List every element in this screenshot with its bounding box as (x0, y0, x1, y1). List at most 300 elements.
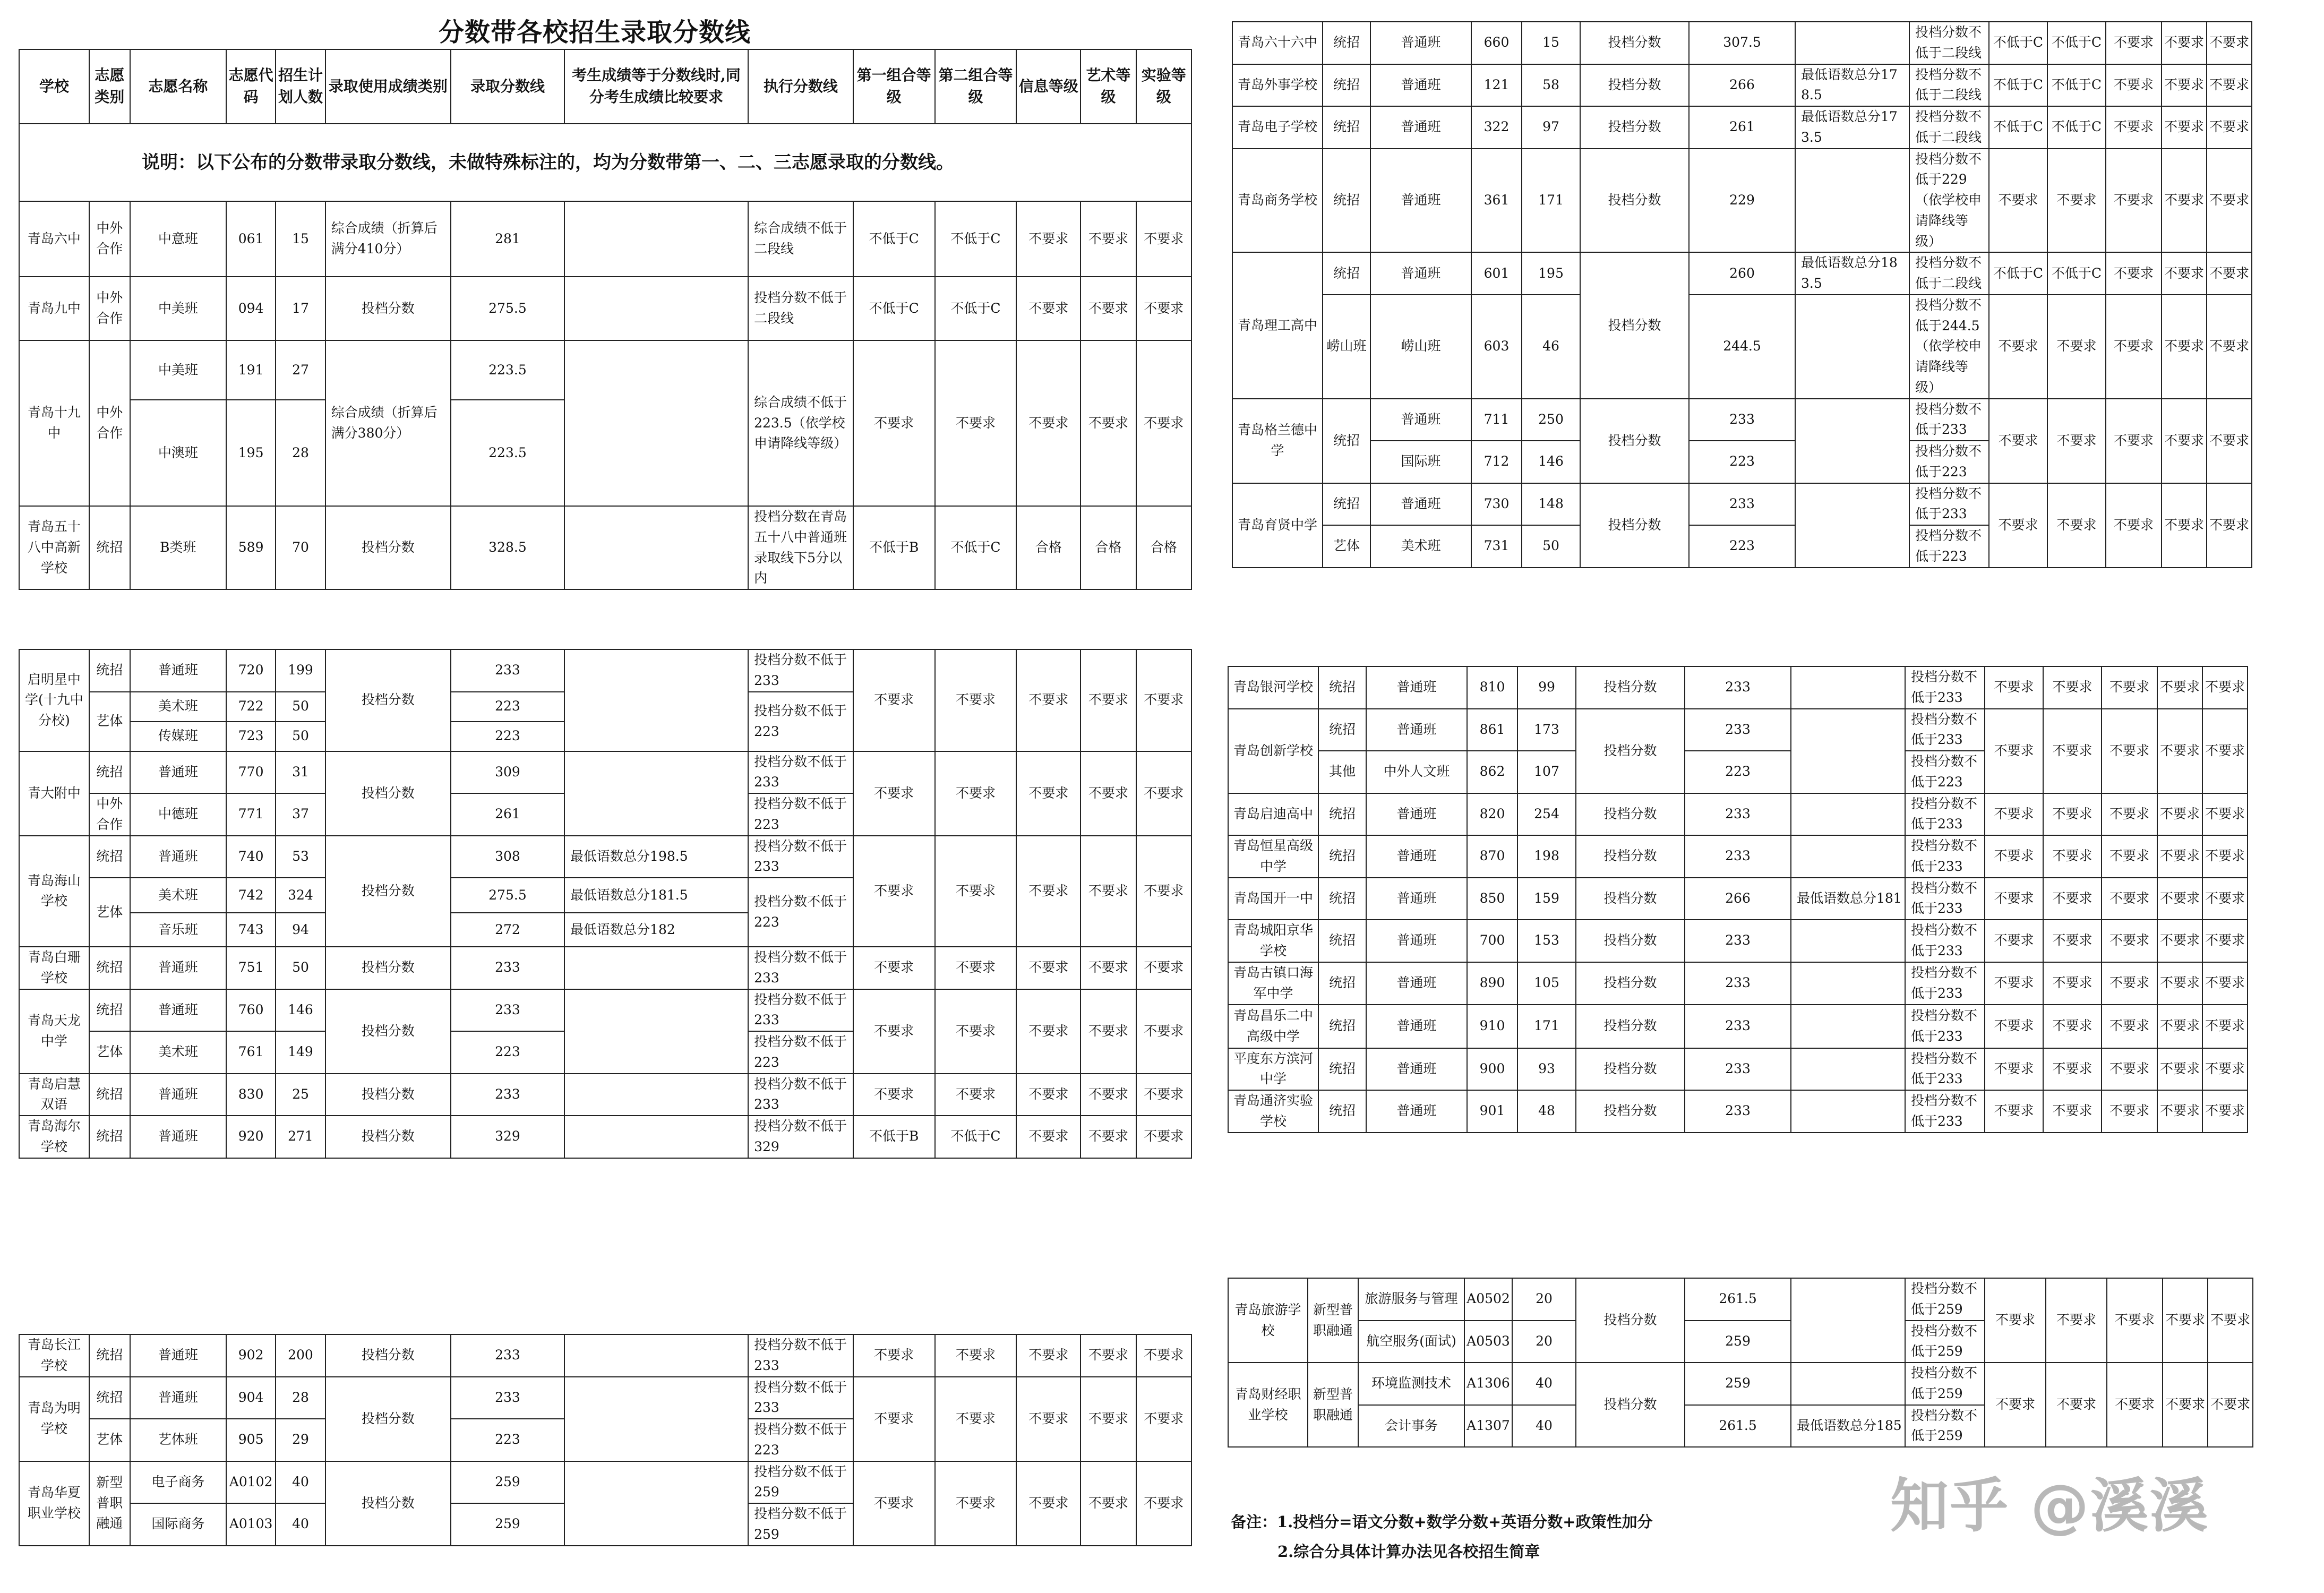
table-cell: 不要求 (1080, 201, 1136, 277)
table-cell: 不要求 (1985, 1048, 2043, 1091)
table-cell: 统招 (1318, 1048, 1366, 1091)
table-cell: 不要求 (2046, 1278, 2107, 1363)
table-cell: 青岛恒星高级中学 (1228, 835, 1318, 878)
table-cell: 275.5 (451, 277, 564, 340)
table-cell: 不要求 (2043, 835, 2102, 878)
table-cell: 146 (276, 989, 325, 1032)
table-cell: 不要求 (1080, 947, 1136, 989)
table-cell: 不要求 (2157, 962, 2202, 1005)
table-cell: 324 (276, 878, 325, 913)
table-cell: 投档分数 (1576, 1090, 1685, 1133)
table-cell: 761 (226, 1031, 276, 1074)
table-cell: 投档分数 (1580, 106, 1689, 149)
table-cell: 投档分数不低于233 (748, 989, 853, 1032)
table-cell: 810 (1467, 666, 1517, 709)
table-cell: 投档分数不低于223 (748, 692, 853, 751)
table-cell: 传媒班 (130, 722, 226, 751)
table-cell: 不低于C (2047, 64, 2106, 107)
table-cell: 投档分数不低于233 (1905, 793, 1985, 836)
table-cell: 投档分数 (325, 751, 451, 836)
table-cell: 760 (226, 989, 276, 1032)
table-cell: 投档分数不低于259 (1905, 1278, 1985, 1321)
header-cell: 考生成绩等于分数线时,同分考生成绩比较要求 (564, 49, 748, 124)
table-cell: 不要求 (1136, 1334, 1191, 1377)
header-cell: 信息等级 (1016, 49, 1080, 124)
table-cell: 不要求 (1136, 1116, 1191, 1158)
table-cell: 中美班 (130, 340, 226, 400)
table-cell: 投档分数 (325, 1377, 451, 1461)
table-cell: 普通班 (1366, 793, 1467, 836)
table-cell: 不要求 (935, 1377, 1017, 1461)
table-cell: 投档分数不低于259 (748, 1503, 853, 1546)
table-cell: 不要求 (853, 1334, 935, 1377)
table-cell: 720 (226, 649, 276, 692)
table-cell: 603 (1471, 295, 1522, 399)
table-cell: 不要求 (1016, 989, 1080, 1074)
table-cell: 统招 (89, 649, 130, 692)
table-cell: 统招 (1323, 483, 1370, 526)
table-cell: 不低于C (1989, 22, 2047, 64)
table-cell: 不要求 (853, 340, 935, 506)
table-cell: 不要求 (2157, 793, 2202, 836)
table-cell: 普通班 (1366, 666, 1467, 709)
table-cell: 中美班 (130, 277, 226, 340)
table-cell: 不要求 (2202, 962, 2248, 1005)
table-cell: 不低于C (935, 1116, 1017, 1158)
table-row (19, 506, 1191, 589)
table-cell: 统招 (1318, 835, 1366, 878)
table-cell: 不要求 (2208, 1363, 2253, 1447)
table-cell: 不要求 (1080, 836, 1136, 947)
table-cell: 统招 (89, 989, 130, 1032)
table-cell: 223 (451, 692, 564, 722)
table-cell: 不要求 (935, 1074, 1017, 1116)
table-cell: 不要求 (853, 989, 935, 1074)
table-cell: 不要求 (1016, 340, 1080, 506)
table-cell: 223.5 (451, 400, 564, 506)
table-cell: 50 (276, 692, 325, 722)
table-cell: 195 (226, 400, 276, 506)
table-cell: 28 (276, 1377, 325, 1419)
table-row (1228, 793, 2248, 836)
table-cell: 308 (451, 836, 564, 878)
table-cell: 850 (1467, 878, 1517, 920)
table-cell: 195 (1522, 252, 1580, 295)
table-cell: 国际班 (1370, 441, 1471, 483)
admission-table-4 (1232, 21, 2252, 568)
table-cell: 投档分数 (1576, 1278, 1685, 1363)
table-cell: 不要求 (2162, 483, 2207, 568)
table-cell: 不要求 (1016, 277, 1080, 340)
table-cell: 不要求 (1136, 201, 1191, 277)
table-cell: 229 (1689, 149, 1795, 253)
table-cell: 投档分数不低于二段线 (1909, 252, 1989, 295)
table-cell: 148 (1522, 483, 1580, 526)
table-cell: 投档分数 (1576, 666, 1685, 709)
table-cell: 223 (1689, 441, 1795, 483)
table-cell: 投档分数不低于二段线 (1909, 64, 1989, 107)
table-cell: 不要求 (935, 1334, 1017, 1377)
table-cell: 投档分数 (1576, 1005, 1685, 1048)
table-cell: 投档分数 (1576, 962, 1685, 1005)
table-cell: 不要求 (1985, 1363, 2046, 1447)
note-text: 说明：以下公布的分数带录取分数线，未做特殊标注的，均为分数带第一、二、三志愿录取的分数线。 (19, 124, 1191, 201)
table-cell: 107 (1517, 751, 1576, 793)
table-row (19, 340, 1191, 400)
table-cell: 不要求 (2106, 252, 2162, 295)
table-cell: 50 (276, 722, 325, 751)
table-cell: 不要求 (1136, 649, 1191, 751)
table-cell: 不要求 (1016, 751, 1080, 836)
table-cell: 不要求 (2207, 64, 2252, 107)
table-cell: 不要求 (2202, 1005, 2248, 1048)
table-cell: 20 (1512, 1321, 1576, 1363)
table-row (19, 649, 1191, 692)
table-cell: 普通班 (130, 751, 226, 794)
table-cell: 投档分数 (1580, 483, 1689, 568)
table-cell: 艺体 (89, 1419, 130, 1461)
table-cell: 不要求 (1016, 1461, 1080, 1546)
table-cell: 投档分数 (1576, 1363, 1685, 1447)
table-cell (564, 1377, 748, 1461)
table-row (19, 1074, 1191, 1116)
table-cell (564, 1334, 748, 1377)
table-cell: 投档分数 (325, 649, 451, 751)
table-cell: 青岛格兰德中学 (1232, 399, 1323, 483)
table-cell: 不要求 (935, 947, 1017, 989)
table-cell: 最低语数总分185 (1791, 1405, 1905, 1448)
table-cell: A1306 (1464, 1363, 1512, 1405)
table-cell: 233 (451, 989, 564, 1032)
table-cell: 不要求 (2043, 1090, 2102, 1133)
table-cell: 233 (451, 947, 564, 989)
table-cell: 28 (276, 400, 325, 506)
table-cell: 艺体 (89, 878, 130, 947)
table-cell: 不要求 (1136, 1461, 1191, 1546)
table-cell: 不要求 (853, 649, 935, 751)
table-cell: 普通班 (1370, 106, 1471, 149)
table-cell: 不要求 (853, 751, 935, 836)
table-cell: 不要求 (1136, 1074, 1191, 1116)
table-cell: 275.5 (451, 878, 564, 913)
table-cell (564, 340, 748, 506)
table-cell: 70 (276, 506, 325, 589)
table-cell: 中外合作 (89, 201, 130, 277)
table-cell: A1307 (1464, 1405, 1512, 1448)
table-cell: 不要求 (2202, 666, 2248, 709)
table-cell: 307.5 (1689, 22, 1795, 64)
table-row (19, 1334, 1191, 1377)
table-cell: 青岛启迪高中 (1228, 793, 1318, 836)
table-cell: 149 (276, 1031, 325, 1074)
table-cell: 不要求 (2157, 835, 2202, 878)
table-cell: 不要求 (2102, 793, 2157, 836)
table-row (1228, 1278, 2253, 1321)
table-row (1228, 709, 2248, 751)
table-cell: 普通班 (1370, 22, 1471, 64)
table-cell: 不低于C (1989, 106, 2047, 149)
table-cell: 最低语数总分173.5 (1795, 106, 1909, 149)
table-cell: 不要求 (1136, 989, 1191, 1074)
table-cell: 不要求 (1016, 201, 1080, 277)
table-cell: 589 (226, 506, 276, 589)
table-cell: 统招 (1323, 149, 1370, 253)
table-cell: 投档分数 (1576, 920, 1685, 962)
table-cell: 青岛育贤中学 (1232, 483, 1323, 568)
table-cell: 53 (276, 836, 325, 878)
table-cell: 900 (1467, 1048, 1517, 1091)
table-cell: 中意班 (130, 201, 226, 277)
table-cell: 不要求 (2162, 64, 2207, 107)
table-cell: 投档分数不低于233 (748, 836, 853, 878)
table-cell: 美术班 (130, 692, 226, 722)
table-cell: 329 (451, 1116, 564, 1158)
table-cell: 美术班 (130, 878, 226, 913)
table-cell: 不要求 (853, 1074, 935, 1116)
table-cell: 731 (1471, 525, 1522, 568)
table-cell: 93 (1517, 1048, 1576, 1091)
table-cell: 121 (1471, 64, 1522, 107)
table-cell: 不要求 (1080, 1074, 1136, 1116)
table-cell (1791, 1048, 1905, 1091)
table-cell: 17 (276, 277, 325, 340)
table-cell: 99 (1517, 666, 1576, 709)
table-cell: 不要求 (2157, 1005, 2202, 1048)
table-cell (1791, 793, 1905, 836)
table-cell: 投档分数不低于223 (748, 1031, 853, 1074)
table-cell: 233 (451, 649, 564, 692)
table-row (19, 1377, 1191, 1419)
table-cell: 艺体 (89, 692, 130, 751)
table-cell: 不要求 (1080, 1461, 1136, 1546)
table-cell: 不要求 (1080, 649, 1136, 751)
table-cell: 青岛昌乐二中高级中学 (1228, 1005, 1318, 1048)
table-cell: 普通班 (1366, 1048, 1467, 1091)
watermark: 知乎 @溪溪 (1890, 1472, 2209, 1540)
table-cell: 不要求 (2106, 22, 2162, 64)
table-cell: 不要求 (1985, 709, 2043, 793)
table-row (1232, 252, 2252, 295)
table-cell: 普通班 (1366, 962, 1467, 1005)
table-cell: 不要求 (2107, 1363, 2163, 1447)
table-cell: 投档分数不低于233 (1905, 666, 1985, 709)
table-cell: 不要求 (1016, 649, 1080, 751)
table-cell: 不要求 (1016, 1377, 1080, 1461)
table-cell: 不要求 (1136, 947, 1191, 989)
table-cell: 环境监测技术 (1358, 1363, 1464, 1405)
table-cell: 771 (226, 793, 276, 836)
table-cell: 261.5 (1685, 1405, 1791, 1448)
table-cell: 不低于C (1989, 252, 2047, 295)
table-cell: 综合成绩不低于223.5（依学校申请降线等级） (748, 340, 853, 506)
table-cell: 统招 (89, 506, 130, 589)
table-cell: 861 (1467, 709, 1517, 751)
table-cell: 50 (276, 947, 325, 989)
table-cell: 233 (451, 1377, 564, 1419)
table-cell: 不要求 (1985, 793, 2043, 836)
table-cell: 不要求 (2162, 295, 2207, 399)
table-cell: 不低于B (853, 506, 935, 589)
table-cell (564, 1074, 748, 1116)
table-cell: 890 (1467, 962, 1517, 1005)
table-cell: 统招 (1323, 399, 1370, 483)
table-cell: A0502 (1464, 1278, 1512, 1321)
table-cell: 不要求 (2102, 1005, 2157, 1048)
table-cell: 投档分数不低于259 (1905, 1321, 1985, 1363)
table-cell: 新型普职融通 (1308, 1278, 1358, 1363)
table-row (1232, 106, 2252, 149)
table-cell: 不要求 (2106, 64, 2162, 107)
table-cell: 投档分数不低于233 (1905, 1005, 1985, 1048)
table-cell: 40 (276, 1503, 325, 1546)
table-row (19, 1461, 1191, 1504)
table-cell: 投档分数不低于229（依学校申请降线等级） (1909, 149, 1989, 253)
table-cell: 171 (1517, 1005, 1576, 1048)
table-cell: 不要求 (2202, 920, 2248, 962)
table-cell: 青岛理工高中 (1232, 252, 1323, 398)
table-cell: 不要求 (2157, 666, 2202, 709)
table-cell: 不要求 (853, 836, 935, 947)
table-cell: 不要求 (1080, 1116, 1136, 1158)
table-cell: 青岛电子学校 (1232, 106, 1323, 149)
table-row (1228, 1090, 2248, 1133)
table-cell (1791, 1278, 1905, 1363)
table-cell: 不要求 (1080, 1334, 1136, 1377)
table-cell: 投档分数不低于233 (1905, 835, 1985, 878)
admission-table-2 (19, 649, 1192, 1159)
table-cell: 不要求 (2043, 793, 2102, 836)
table-cell: 青岛华夏职业学校 (19, 1461, 89, 1546)
table-cell: 投档分数不低于223 (748, 793, 853, 836)
table-cell: 不要求 (1985, 1090, 2043, 1133)
table-cell: 328.5 (451, 506, 564, 589)
table-row (1228, 920, 2248, 962)
table-cell: 不要求 (1016, 1334, 1080, 1377)
table-cell: 不要求 (2107, 1278, 2163, 1363)
table-cell: 不要求 (1016, 1116, 1080, 1158)
table-cell: 普通班 (130, 947, 226, 989)
table-cell: 48 (1517, 1090, 1576, 1133)
table-cell: B类班 (130, 506, 226, 589)
table-cell: 国际商务 (130, 1503, 226, 1546)
table-cell: 不要求 (2207, 399, 2252, 483)
table-cell: 233 (1685, 962, 1791, 1005)
table-cell: 统招 (89, 1074, 130, 1116)
table-row (1228, 666, 2248, 709)
table-cell: 40 (276, 1461, 325, 1504)
table-cell: 中外合作 (89, 793, 130, 836)
table-cell: 综合成绩（折算后满分410分） (325, 201, 451, 277)
table-cell (1791, 1363, 1905, 1405)
table-cell: 不要求 (1136, 277, 1191, 340)
table-cell: 不要求 (2047, 149, 2106, 253)
table-cell: 31 (276, 751, 325, 794)
table-cell: 青岛通济实验学校 (1228, 1090, 1318, 1133)
table-cell: 投档分数不低于233 (1905, 709, 1985, 751)
table-cell: 不要求 (2106, 149, 2162, 253)
table-cell: 105 (1517, 962, 1576, 1005)
table-cell: 最低语数总分182 (564, 913, 748, 947)
table-cell: 不要求 (1016, 947, 1080, 989)
table-cell: 投档分数不低于二段线 (1909, 22, 1989, 64)
table-cell: 投档分数 (325, 1461, 451, 1546)
table-cell: 254 (1517, 793, 1576, 836)
table-cell: 223 (1685, 751, 1791, 793)
table-cell: 不要求 (1080, 277, 1136, 340)
header-cell: 学校 (19, 49, 89, 124)
table-cell: 青岛九中 (19, 277, 89, 340)
table-cell: 不要求 (2047, 399, 2106, 483)
table-cell: 不要求 (2202, 1048, 2248, 1091)
table-row (1228, 962, 2248, 1005)
table-cell: 投档分数不低于233 (748, 1334, 853, 1377)
table-cell: 不要求 (2162, 106, 2207, 149)
table-cell: 不要求 (1989, 483, 2047, 568)
table-cell: 233 (451, 1074, 564, 1116)
table-cell (1795, 295, 1909, 399)
table-cell: 普通班 (1366, 920, 1467, 962)
table-cell: 261.5 (1685, 1278, 1791, 1321)
table-cell: 投档分数不低于233 (748, 947, 853, 989)
table-cell: 普通班 (1370, 252, 1471, 295)
table-cell: 投档分数不低于233 (1905, 1048, 1985, 1091)
table-cell: 199 (276, 649, 325, 692)
table-cell: 投档分数不低于223 (748, 1419, 853, 1461)
table-cell: 青岛六十六中 (1232, 22, 1323, 64)
table-cell: 投档分数 (325, 277, 451, 340)
table-cell: 不要求 (1136, 751, 1191, 836)
table-cell: A0102 (226, 1461, 276, 1504)
table-cell: 投档分数 (325, 989, 451, 1074)
admission-table-5 (1228, 666, 2248, 1133)
table-cell: 不要求 (2102, 962, 2157, 1005)
table-row (1228, 1048, 2248, 1091)
table-cell: 不要求 (1989, 295, 2047, 399)
table-cell: 中外人文班 (1366, 751, 1467, 793)
table-cell (564, 1116, 748, 1158)
table-cell: 不低于B (853, 1116, 935, 1158)
header-cell: 第二组合等级 (935, 49, 1017, 124)
table-cell: 不要求 (853, 1461, 935, 1546)
table-cell: 920 (226, 1116, 276, 1158)
table-cell: A0103 (226, 1503, 276, 1546)
table-cell: 不要求 (935, 989, 1017, 1074)
table-cell: 不低于C (2047, 22, 2106, 64)
table-row (1232, 295, 2252, 399)
header-cell: 招生计划人数 (276, 49, 325, 124)
table-cell: 投档分数 (1580, 22, 1689, 64)
table-cell (564, 277, 748, 340)
table-cell: 不要求 (1985, 878, 2043, 920)
table-cell: 870 (1467, 835, 1517, 878)
table-cell: 普通班 (1370, 483, 1471, 526)
table-cell: 不要求 (2202, 1090, 2248, 1133)
table-cell: 不要求 (2162, 149, 2207, 253)
header-cell: 艺术等级 (1080, 49, 1136, 124)
table-cell (1791, 1005, 1905, 1048)
table-cell: 94 (276, 913, 325, 947)
table-cell: 250 (1522, 399, 1580, 441)
table-row (1228, 835, 2248, 878)
table-cell: 不要求 (2102, 920, 2157, 962)
table-cell: 统招 (1318, 666, 1366, 709)
table-cell: 不要求 (2163, 1363, 2208, 1447)
table-cell: 233 (1685, 920, 1791, 962)
table-cell: 投档分数不低于233 (748, 751, 853, 794)
table-cell: 730 (1471, 483, 1522, 526)
table-cell: 最低语数总分198.5 (564, 836, 748, 878)
table-cell: 不要求 (2207, 106, 2252, 149)
